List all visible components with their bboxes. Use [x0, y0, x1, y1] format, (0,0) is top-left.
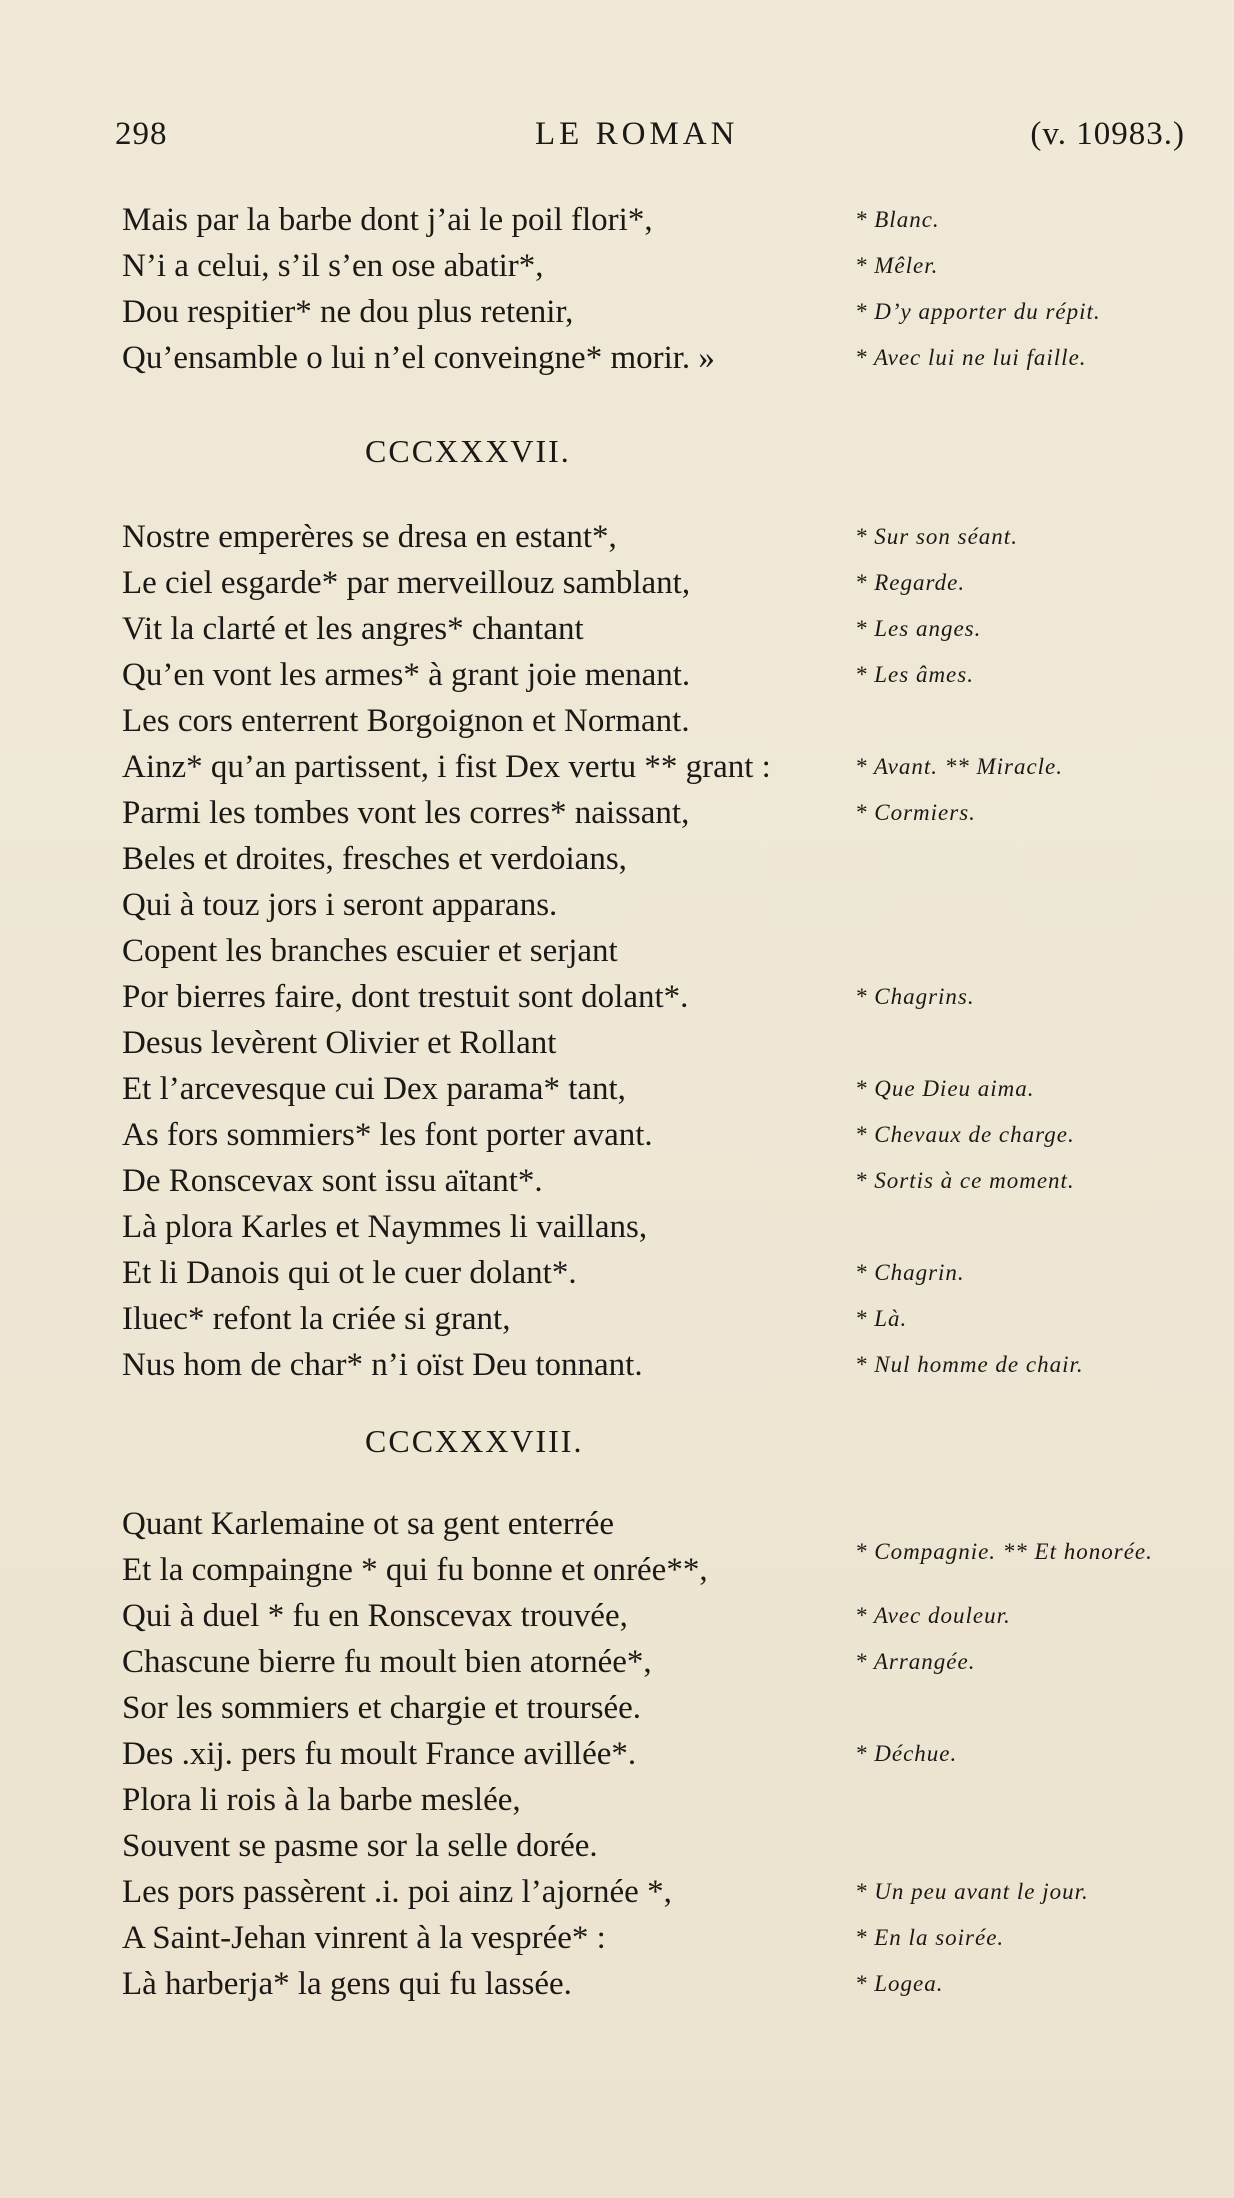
page-number: 298	[115, 116, 168, 152]
gloss-note: * Avec lui ne lui faille.	[855, 345, 1087, 370]
verse-line: Vit la clarté et les angres* chantant	[122, 611, 584, 647]
verse-line: Copent les branches escuier et serjant	[122, 933, 618, 969]
verse-line: Et l’arcevesque cui Dex parama* tant,	[122, 1071, 626, 1107]
verse-line: Les pors passèrent .i. poi ainz l’ajornée *,	[122, 1874, 672, 1910]
verse-line: Là plora Karles et Naymmes li vaillans,	[122, 1209, 648, 1245]
verse-line: Le ciel esgarde* par merveillouz samblant,	[122, 565, 691, 601]
gloss-note: * Cormiers.	[855, 800, 976, 825]
verse-line: Chascune bierre fu moult bien atornée*,	[122, 1644, 652, 1680]
verse-line: Parmi les tombes vont les corres* naissant,	[122, 795, 690, 831]
gloss-note: * Arrangée.	[855, 1649, 976, 1674]
verse-line: As fors sommiers* les font porter avant.	[122, 1117, 653, 1153]
gloss-note: * Sur son séant.	[855, 524, 1018, 549]
verse-line: Plora li rois à la barbe meslée,	[122, 1782, 521, 1818]
gloss-note: * Déchue.	[855, 1741, 958, 1766]
gloss-note: * Chevaux de charge.	[855, 1122, 1075, 1147]
verse-line: Qu’en vont les armes* à grant joie menant.	[122, 657, 691, 693]
laisse-heading: CCCXXXVIII.	[365, 1423, 584, 1459]
gloss-note: * Un peu avant le jour.	[855, 1879, 1089, 1904]
verse-line: Nostre emperères se dresa en estant*,	[122, 519, 617, 555]
gloss-note: * Avant. ** Miracle.	[855, 754, 1064, 779]
gloss-note: * Regarde.	[855, 570, 966, 595]
verse-line: Iluec* refont la criée si grant,	[122, 1301, 511, 1337]
verse-line: Quant Karlemaine ot sa gent enterrée	[122, 1506, 615, 1542]
gloss-note: * Mêler.	[855, 253, 939, 278]
verse-line: Beles et droites, fresches et verdoians,	[122, 841, 627, 877]
verse-line: Les cors enterrent Borgoignon et Normant.	[122, 703, 690, 739]
verse-line: Nus hom de char* n’i oïst Deu tonnant.	[122, 1347, 643, 1383]
verse-line: Mais par la barbe dont j’ai le poil flori*,	[122, 202, 653, 238]
gloss-note: * Logea.	[855, 1971, 944, 1996]
running-head	[115, 116, 1185, 162]
verse-line: Sor les sommiers et chargie et troursée.	[122, 1690, 641, 1726]
verse-line: Qui à duel * fu en Ronscevax trouvée,	[122, 1598, 628, 1634]
gloss-note: * Chagrins.	[855, 984, 975, 1009]
verse-line: Des .xij. pers fu moult France avillée*.	[122, 1736, 637, 1772]
verse-line: Desus levèrent Olivier et Rollant	[122, 1025, 557, 1061]
gloss-note: * Que Dieu aima.	[855, 1076, 1035, 1101]
verse-line: Qu’ensamble o lui n’el conveingne* morir. »	[122, 340, 715, 376]
gloss-note: * Nul homme de chair.	[855, 1352, 1084, 1377]
verse-line: Ainz* qu’an partissent, i fist Dex vertu ** grant :	[122, 749, 771, 785]
verse-line: A Saint-Jehan vinrent à la vesprée* :	[122, 1920, 606, 1956]
gloss-note: * Chagrin.	[855, 1260, 965, 1285]
verse-line: Qui à touz jors i seront apparans.	[122, 887, 558, 923]
gloss-note: * Sortis à ce moment.	[855, 1168, 1075, 1193]
gloss-note: * Les âmes.	[855, 662, 974, 687]
verse-line: Et li Danois qui ot le cuer dolant*.	[122, 1255, 577, 1291]
gloss-note: * Avec douleur.	[855, 1603, 1011, 1628]
verse-line: Là harberja* la gens qui fu lassée.	[122, 1966, 572, 2002]
verse-line: De Ronscevax sont issu aïtant*.	[122, 1163, 543, 1199]
verse-line: Por bierres faire, dont trestuit sont dolant*.	[122, 979, 689, 1015]
gloss-note: * Les anges.	[855, 616, 982, 641]
gloss-note: * Blanc.	[855, 207, 940, 232]
verse-line: N’i a celui, s’il s’en ose abatir*,	[122, 248, 544, 284]
book-title: LE ROMAN	[535, 116, 739, 152]
verse-line: Et la compaingne * qui fu bonne et onrée**,	[122, 1552, 708, 1588]
gloss-note: * D’y apporter du répit.	[855, 299, 1101, 324]
laisse-heading: CCCXXXVII.	[365, 433, 571, 469]
verse-reference: (v. 10983.)	[1030, 116, 1185, 152]
verse-line: Dou respitier* ne dou plus retenir,	[122, 294, 574, 330]
gloss-note: * Compagnie. ** Et honorée.	[855, 1539, 1153, 1564]
gloss-note: * En la soirée.	[855, 1925, 1005, 1950]
verse-line: Souvent se pasme sor la selle dorée.	[122, 1828, 598, 1864]
gloss-note: * Là.	[855, 1306, 908, 1331]
